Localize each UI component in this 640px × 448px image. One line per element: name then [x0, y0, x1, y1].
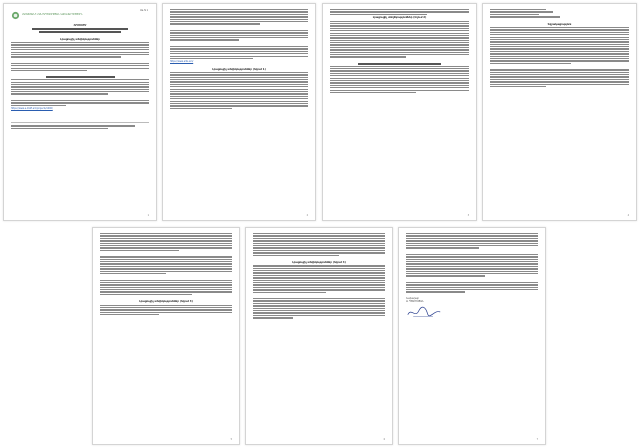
page-number: 7 [536, 437, 538, 441]
page-number: 1 [147, 213, 149, 217]
document-page-7 [398, 227, 546, 445]
page-number: 2 [306, 213, 308, 217]
section-heading: Եզրակացություն [547, 22, 572, 26]
section-heading: Լրացուցիչ տեղեկություններ (հղում 2) [372, 16, 427, 20]
document-page-6 [245, 227, 393, 445]
document-page-4 [482, 3, 637, 221]
section-heading: Լրացուցիչ տեղեկություններ [60, 37, 100, 41]
document-page-1 [3, 3, 157, 221]
document-page-5 [92, 227, 240, 445]
signer-title: Նախարար [406, 296, 419, 300]
document-page-2 [162, 3, 316, 221]
section-heading: Լրացուցիչ տեղեկություններ (հղում 3) [139, 300, 193, 304]
section-heading: Լրացուցիչ տեղեկություններ (հղում 1) [212, 67, 266, 71]
form-reference: Ձև N 1 [140, 9, 148, 12]
page-number: 6 [383, 437, 385, 441]
document-title: ՈՐՈՇՈՒՄ [73, 24, 87, 27]
government-emblem-icon [11, 11, 20, 20]
source-link[interactable]: https://www.e-draft.am/projects/1000/ [11, 107, 53, 111]
org-name: ՀԱՅԱՍՏԱՆԻ ՀԱՆՐԱՊԵՏՈՒԹՅԱՆ ԿԱՌԱՎԱՐՈՒԹՅՈՒՆ [22, 13, 83, 17]
page-footer [11, 122, 149, 129]
reference-link[interactable]: https://www.arlis.am/ [170, 60, 194, 64]
document-page-3 [322, 3, 477, 221]
signature-block [406, 297, 538, 319]
header-logo [11, 11, 149, 20]
handwritten-signature [406, 305, 442, 319]
page-number: 4 [627, 213, 629, 217]
section-heading: Լրացուցիչ տեղեկություններ (հղում 4) [292, 261, 346, 264]
signer-name: Ա. ՊԵՏՐՈՍՅԱՆ [406, 299, 424, 303]
page-number: 5 [230, 437, 232, 441]
page-number: 3 [467, 213, 469, 217]
